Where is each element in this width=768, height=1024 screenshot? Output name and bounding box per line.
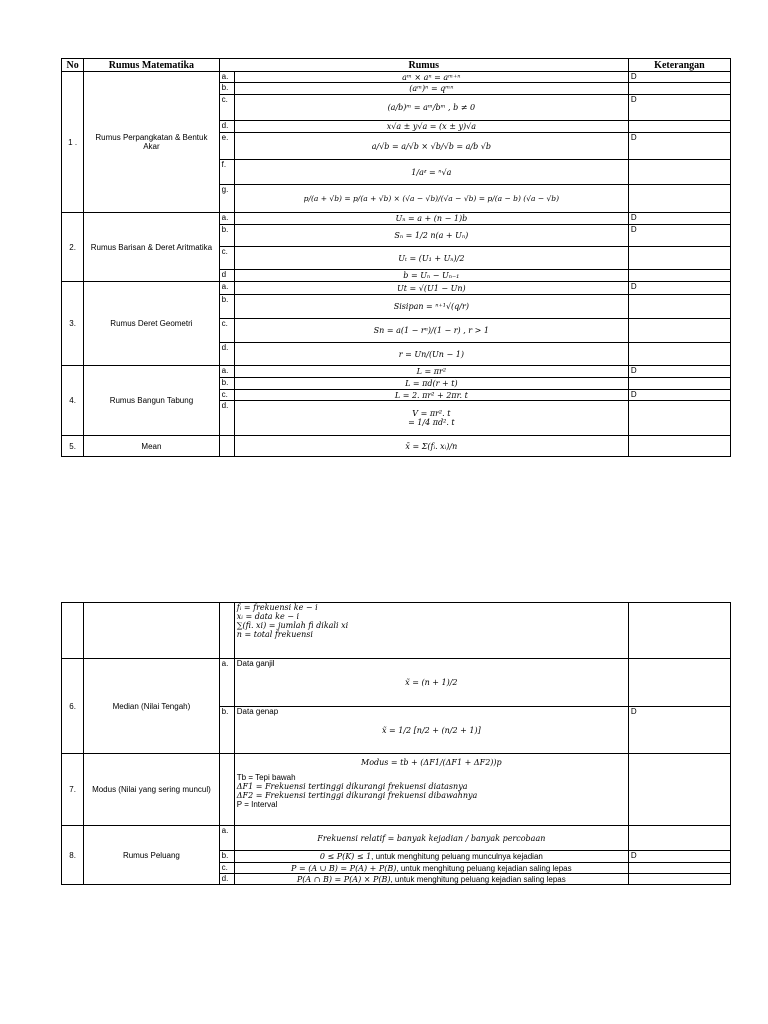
- item-letter: a.: [219, 72, 234, 83]
- formula-group-name: Rumus Bangun Tabung: [84, 366, 219, 436]
- formula-group-name: Rumus Peluang: [84, 826, 219, 885]
- item-letter: b.: [219, 295, 234, 319]
- item-letter: c.: [219, 319, 234, 343]
- formula: [234, 401, 628, 436]
- row-number: 2.: [62, 213, 84, 282]
- formula: r = Un/(Un − 1): [234, 343, 628, 366]
- keterangan: D: [628, 282, 730, 295]
- mean-notes: [234, 603, 628, 659]
- formula: P = (A ∪ B) = P(A) + P(B): [291, 863, 397, 873]
- keterangan: [628, 401, 730, 436]
- row-number: 7.: [62, 754, 84, 826]
- keterangan: [628, 270, 730, 282]
- header-rumus: Rumus: [219, 59, 628, 72]
- header-rumus-matematika: Rumus Matematika: [84, 59, 219, 72]
- keterangan: [628, 378, 730, 390]
- item-letter: a.: [219, 213, 234, 225]
- keterangan: [628, 826, 730, 851]
- note-line: n = total frekuensi: [236, 630, 313, 639]
- row-number: [62, 603, 84, 659]
- formula-group-name: Rumus Perpangkatan & Bentuk Akar: [84, 72, 219, 213]
- formula: a/√b = a/√b × √b/√b = a/b √b: [234, 133, 628, 160]
- formula: p/(a + √b) = p/(a + √b) × (√a − √b)/(√a − √b) = p/(a − b) (√a − √b): [234, 185, 628, 213]
- keterangan: D: [628, 707, 730, 754]
- item-letter: d.: [219, 343, 234, 366]
- keterangan: [628, 603, 730, 659]
- formula: Frekuensi relatif = banyak kejadian / banyak percobaan: [234, 826, 628, 851]
- keterangan: [628, 754, 730, 826]
- formula: (a/b)ᵐ = aᵐ/bᵐ , b ≠ 0: [234, 95, 628, 121]
- item-letter: [219, 603, 234, 659]
- item-letter: b.: [219, 225, 234, 247]
- formula-group-name: Mean: [84, 436, 219, 457]
- formula-cell: [234, 659, 628, 707]
- keterangan: D: [628, 225, 730, 247]
- formula: Sₙ = 1/2 n(a + Uₙ): [234, 225, 628, 247]
- formula: x̃ = (n + 1)/2: [405, 678, 458, 687]
- row-number: 1 .: [62, 72, 84, 213]
- keterangan: [628, 874, 730, 885]
- item-letter: b.: [219, 378, 234, 390]
- note-line: P = Interval: [236, 800, 278, 809]
- table-row: [62, 436, 731, 457]
- formula-group-name: Rumus Deret Geometri: [84, 282, 219, 366]
- row-number: 3.: [62, 282, 84, 366]
- formula: b = Uₙ − Uₙ₋₁: [234, 270, 628, 282]
- formula-line: V = πr². t: [412, 409, 451, 418]
- item-letter: c.: [219, 95, 234, 121]
- note-line: ΔF2 = Frekuensi tertinggi dikurangi frekuensi dibawahnya: [236, 791, 478, 800]
- note-line: fᵢ = frekuensi ke − i: [236, 603, 318, 612]
- formula-group-name: Modus (Nilai yang sering muncul): [84, 754, 219, 826]
- keterangan: D: [628, 72, 730, 83]
- formula-group-name: [84, 603, 219, 659]
- keterangan: [628, 343, 730, 366]
- keterangan: [628, 83, 730, 95]
- table-header-row: [62, 59, 731, 72]
- table-row: [62, 603, 731, 659]
- row-number: 8.: [62, 826, 84, 885]
- keterangan: [628, 863, 730, 874]
- formula: Ut = √(U1 − Un): [234, 282, 628, 295]
- item-letter: g.: [219, 185, 234, 213]
- item-letter: a.: [219, 826, 234, 851]
- formula-label: Data ganjil: [236, 659, 275, 668]
- formula-table-part-1: [61, 58, 731, 457]
- item-letter: d: [219, 270, 234, 282]
- formula-cell: [234, 874, 628, 885]
- item-letter: d.: [219, 121, 234, 133]
- formula-label: Data genap: [236, 707, 279, 716]
- formula: 0 ≤ P(K) ≤ 1: [319, 852, 372, 861]
- formula: L = πd(r + t): [234, 378, 628, 390]
- item-letter: d.: [219, 401, 234, 436]
- note-line: ΔF1 = Frekuensi tertinggi dikurangi frekuensi diatasnya: [236, 782, 468, 791]
- formula: x̄ = Σ(fᵢ. xᵢ)/n: [234, 436, 628, 457]
- note-line: Tb = Tepi bawah: [236, 773, 296, 782]
- keterangan: D: [628, 95, 730, 121]
- item-letter: c.: [219, 863, 234, 874]
- formula: L = πr²: [234, 366, 628, 378]
- item-letter: c.: [219, 247, 234, 270]
- keterangan: [628, 319, 730, 343]
- formula: aᵐ × aⁿ = aᵐ⁺ⁿ: [234, 72, 628, 83]
- formula: x√a ± y√a = (x ± y)√a: [234, 121, 628, 133]
- item-letter: a.: [219, 366, 234, 378]
- formula-table-part-2: [61, 602, 731, 885]
- formula: L = 2. πr² + 2πr. t: [234, 390, 628, 401]
- keterangan: [628, 247, 730, 270]
- formula: x̃ = 1/2 [n/2 + (n/2 + 1)]: [381, 726, 481, 735]
- formula: (aᵐ)ⁿ = qᵐⁿ: [234, 83, 628, 95]
- table-row: [62, 282, 731, 295]
- item-letter: [219, 436, 234, 457]
- header-no: No: [62, 59, 84, 72]
- formula: Sisipan = ⁿ⁺¹√(q/r): [234, 295, 628, 319]
- formula-note: , untuk menghitung peluang kejadian saling lepas: [396, 863, 572, 873]
- row-number: 5.: [62, 436, 84, 457]
- item-letter: f.: [219, 160, 234, 185]
- formula-note: , untuk menghitung peluang kejadian saling lepas: [390, 874, 566, 884]
- keterangan: [628, 185, 730, 213]
- keterangan: [628, 121, 730, 133]
- item-letter: d.: [219, 874, 234, 885]
- formula-group-name: Median (Nilai Tengah): [84, 659, 219, 754]
- formula-cell: [234, 754, 628, 826]
- keterangan: [628, 436, 730, 457]
- formula: Uₜ = (U₁ + Uₙ)/2: [234, 247, 628, 270]
- table-row: [62, 213, 731, 225]
- formula: P(A ∩ B) = P(A) × P(B): [296, 874, 391, 884]
- formula-cell: [234, 851, 628, 863]
- formula: Modus = tb + (ΔF1/(ΔF1 + ΔF2))p: [361, 758, 502, 767]
- formula-note: , untuk menghitung peluang munculnya kejadian: [371, 852, 543, 861]
- note-line: xᵢ = data ke − i: [236, 612, 300, 621]
- table-row: [62, 72, 731, 83]
- formula-group-name: Rumus Barisan & Deret Aritmatika: [84, 213, 219, 282]
- keterangan: [628, 659, 730, 707]
- keterangan: [628, 160, 730, 185]
- item-letter: [219, 754, 234, 826]
- keterangan: D: [628, 133, 730, 160]
- item-letter: a.: [219, 282, 234, 295]
- keterangan: [628, 295, 730, 319]
- item-letter: b.: [219, 707, 234, 754]
- table-row: [62, 366, 731, 378]
- item-letter: a.: [219, 659, 234, 707]
- keterangan: D: [628, 851, 730, 863]
- formula-cell: [234, 707, 628, 754]
- keterangan: D: [628, 213, 730, 225]
- formula-line: = 1/4 πd². t: [408, 418, 455, 427]
- keterangan: D: [628, 366, 730, 378]
- keterangan: D: [628, 390, 730, 401]
- item-letter: e.: [219, 133, 234, 160]
- item-letter: b.: [219, 851, 234, 863]
- formula: 1/aᶻ = ⁿ√a: [234, 160, 628, 185]
- item-letter: b.: [219, 83, 234, 95]
- formula-cell: [234, 863, 628, 874]
- table-row: [62, 826, 731, 851]
- table-row: [62, 754, 731, 826]
- row-number: 6.: [62, 659, 84, 754]
- row-number: 4.: [62, 366, 84, 436]
- note-line: ∑(fi. xi) = jumlah fi dikali xi: [236, 621, 349, 630]
- formula: Sn = a(1 − rⁿ)/(1 − r) , r > 1: [234, 319, 628, 343]
- table-row: [62, 659, 731, 707]
- item-letter: c.: [219, 390, 234, 401]
- formula: Uₙ = a + (n − 1)b: [234, 213, 628, 225]
- header-keterangan: Keterangan: [628, 59, 730, 72]
